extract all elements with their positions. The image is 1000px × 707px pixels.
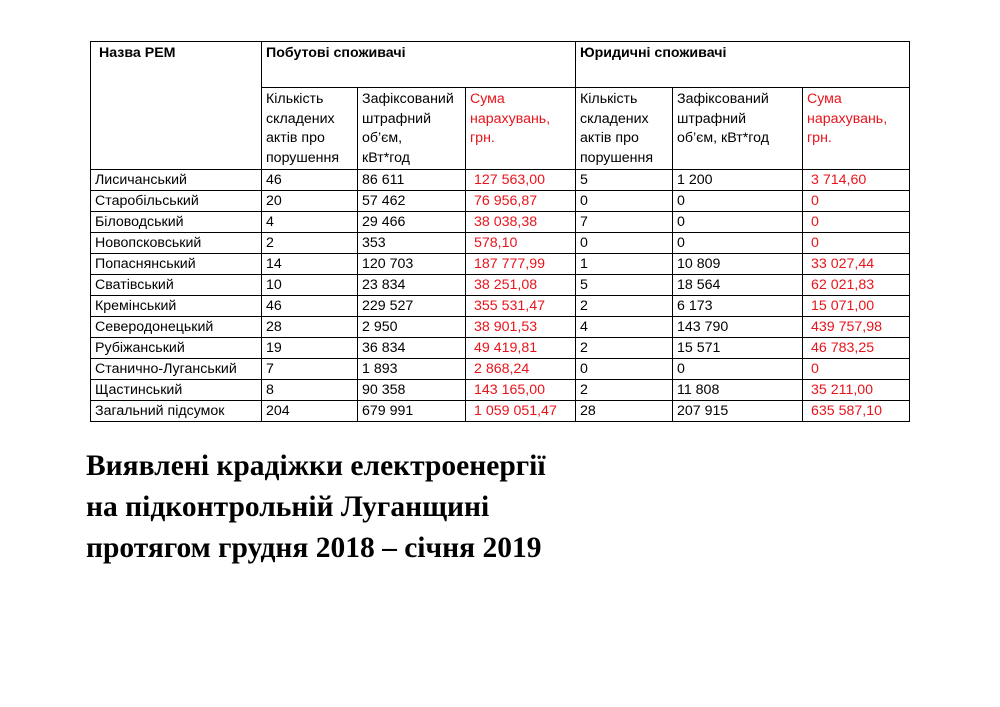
household-acts-cell: 19 [262, 338, 358, 359]
table-row [91, 212, 910, 233]
legal-sum-header: Сума нарахувань, грн. [803, 88, 910, 170]
household-acts-cell: 4 [262, 212, 358, 233]
table-row [91, 191, 910, 212]
legal-sum-cell: 439 757,98 [803, 317, 910, 338]
legal-sum-cell: 0 [803, 233, 910, 254]
legal-acts-cell: 0 [576, 191, 673, 212]
household-volume-cell: 2 950 [358, 317, 466, 338]
legal-volume-cell: 207 915 [673, 401, 803, 422]
legal-volume-cell: 11 808 [673, 380, 803, 401]
household-sum-cell: 187 777,99 [466, 254, 576, 275]
legal-volume-cell: 143 790 [673, 317, 803, 338]
table-row [91, 254, 910, 275]
household-volume-header: Зафіксований штрафний об’єм, кВт*год [358, 88, 466, 170]
legal-sum-cell: 15 071,00 [803, 296, 910, 317]
legal-volume-cell: 15 571 [673, 338, 803, 359]
table-row [91, 380, 910, 401]
household-sum-cell: 355 531,47 [466, 296, 576, 317]
total-row [91, 401, 910, 422]
legal-sum-cell: 33 027,44 [803, 254, 910, 275]
household-sum-cell: 127 563,00 [466, 170, 576, 191]
group-header-row [91, 42, 910, 88]
rem-name-cell: Лисичанський [91, 170, 262, 191]
rem-name-cell: Рубіжанський [91, 338, 262, 359]
title-line: на підконтрольній Луганщині [86, 491, 490, 523]
legal-volume-cell: 0 [673, 212, 803, 233]
legal-sum-cell: 46 783,25 [803, 338, 910, 359]
legal-volume-cell: 0 [673, 233, 803, 254]
legal-group-header: Юридичні споживачі [576, 42, 910, 88]
household-acts-cell: 10 [262, 275, 358, 296]
legal-sum-cell: 0 [803, 212, 910, 233]
legal-sum-cell: 35 211,00 [803, 380, 910, 401]
table-row [91, 170, 910, 191]
legal-acts-cell: 2 [576, 380, 673, 401]
table-row [91, 317, 910, 338]
legal-acts-cell: 0 [576, 233, 673, 254]
household-sum-header: Сума нарахувань, грн. [466, 88, 576, 170]
household-volume-cell: 229 527 [358, 296, 466, 317]
household-sum-cell: 49 419,81 [466, 338, 576, 359]
legal-acts-cell: 28 [576, 401, 673, 422]
legal-volume-header: Зафіксований штрафний об’єм, кВт*год [673, 88, 803, 170]
rem-name-header: Назва РЕМ [91, 42, 262, 170]
household-sum-cell: 2 868,24 [466, 359, 576, 380]
title-line: Виявлені крадіжки електроенергії [86, 450, 546, 482]
household-sum-cell: 38 038,38 [466, 212, 576, 233]
household-volume-cell: 353 [358, 233, 466, 254]
table-row [91, 338, 910, 359]
household-sum-cell: 76 956,87 [466, 191, 576, 212]
legal-sum-cell: 3 714,60 [803, 170, 910, 191]
legal-acts-cell: 0 [576, 359, 673, 380]
rem-name-cell: Старобільський [91, 191, 262, 212]
household-sum-cell: 143 165,00 [466, 380, 576, 401]
household-sum-cell: 38 901,53 [466, 317, 576, 338]
legal-acts-cell: 4 [576, 317, 673, 338]
legal-sum-cell: 62 021,83 [803, 275, 910, 296]
table-row [91, 275, 910, 296]
legal-sum-cell: 0 [803, 359, 910, 380]
table-row [91, 296, 910, 317]
legal-volume-cell: 1 200 [673, 170, 803, 191]
legal-volume-cell: 0 [673, 191, 803, 212]
household-volume-cell: 29 466 [358, 212, 466, 233]
household-acts-cell: 14 [262, 254, 358, 275]
household-group-header: Побутові споживачі [262, 42, 576, 88]
household-acts-cell: 204 [262, 401, 358, 422]
household-acts-cell: 7 [262, 359, 358, 380]
rem-name-cell: Сватівський [91, 275, 262, 296]
household-volume-cell: 679 991 [358, 401, 466, 422]
legal-acts-cell: 5 [576, 275, 673, 296]
legal-sum-cell: 635 587,10 [803, 401, 910, 422]
household-sum-cell: 38 251,08 [466, 275, 576, 296]
rem-name-cell: Кремінський [91, 296, 262, 317]
household-acts-cell: 8 [262, 380, 358, 401]
household-volume-cell: 120 703 [358, 254, 466, 275]
theft-table [90, 41, 910, 422]
legal-acts-cell: 2 [576, 296, 673, 317]
household-sum-cell: 1 059 051,47 [466, 401, 576, 422]
legal-acts-cell: 5 [576, 170, 673, 191]
household-acts-cell: 28 [262, 317, 358, 338]
household-acts-cell: 20 [262, 191, 358, 212]
household-volume-cell: 86 611 [358, 170, 466, 191]
household-volume-cell: 57 462 [358, 191, 466, 212]
table-row [91, 359, 910, 380]
household-acts-cell: 46 [262, 170, 358, 191]
legal-acts-cell: 1 [576, 254, 673, 275]
legal-acts-cell: 2 [576, 338, 673, 359]
title-line: протягом грудня 2018 – січня 2019 [86, 532, 542, 564]
rem-name-cell: Северодонецький [91, 317, 262, 338]
table-row [91, 233, 910, 254]
legal-acts-cell: 7 [576, 212, 673, 233]
legal-sum-cell: 0 [803, 191, 910, 212]
household-volume-cell: 90 358 [358, 380, 466, 401]
rem-name-cell: Новопсковський [91, 233, 262, 254]
household-volume-cell: 36 834 [358, 338, 466, 359]
legal-acts-header: Кількість складених актів про порушення [576, 88, 673, 170]
household-sum-cell: 578,10 [466, 233, 576, 254]
rem-name-cell: Попаснянський [91, 254, 262, 275]
legal-volume-cell: 18 564 [673, 275, 803, 296]
page-title [86, 446, 906, 569]
table-body [91, 170, 910, 422]
rem-name-cell: Біловодський [91, 212, 262, 233]
household-acts-cell: 2 [262, 233, 358, 254]
household-acts-cell: 46 [262, 296, 358, 317]
legal-volume-cell: 6 173 [673, 296, 803, 317]
rem-name-cell: Щастинський [91, 380, 262, 401]
household-volume-cell: 23 834 [358, 275, 466, 296]
household-acts-header: Кількість складених актів про порушення [262, 88, 358, 170]
household-volume-cell: 1 893 [358, 359, 466, 380]
rem-name-cell: Загальний підсумок [91, 401, 262, 422]
rem-name-cell: Станично-Луганський [91, 359, 262, 380]
legal-volume-cell: 10 809 [673, 254, 803, 275]
legal-volume-cell: 0 [673, 359, 803, 380]
